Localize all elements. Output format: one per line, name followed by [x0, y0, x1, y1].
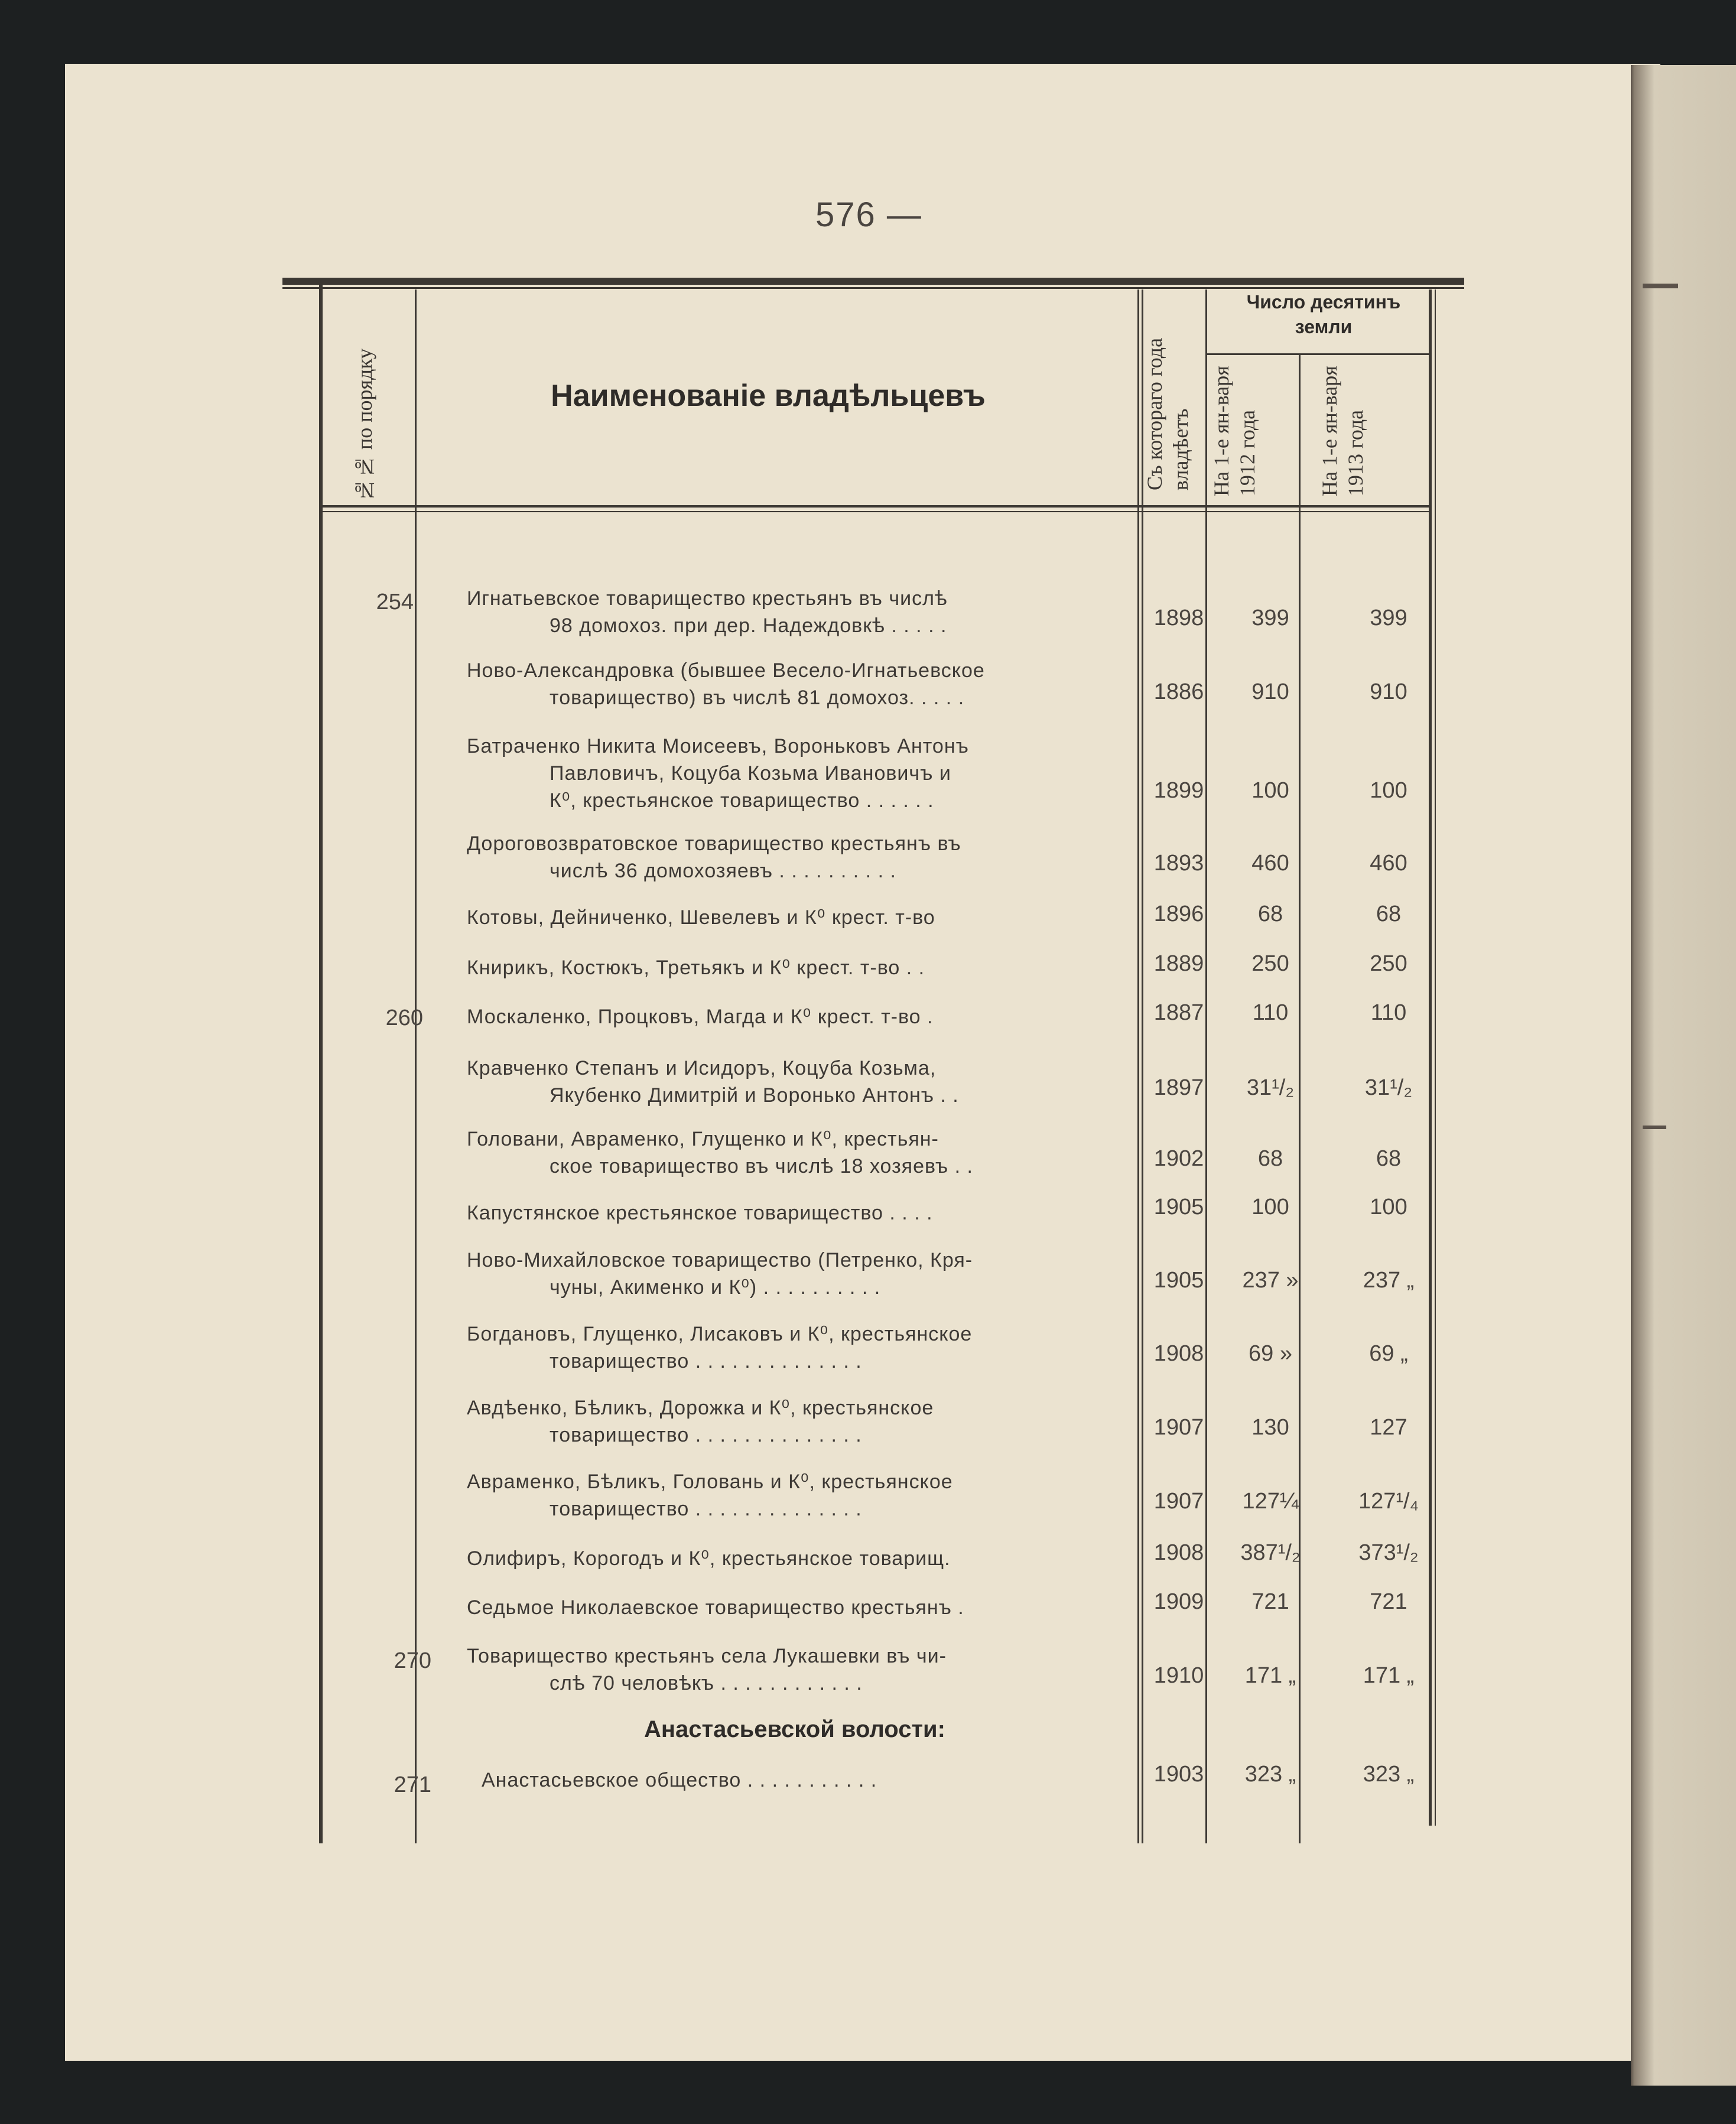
- land-1913-value: 69 „: [1369, 1341, 1408, 1366]
- land-1913-value: 237 „: [1363, 1268, 1415, 1293]
- land-1912-value: 31¹/₂: [1246, 1075, 1295, 1100]
- land-1912-value: 100: [1251, 778, 1289, 803]
- column-rule-number: [415, 290, 417, 1843]
- year-value: 1905: [1153, 1268, 1204, 1293]
- year-value: 1893: [1153, 851, 1204, 876]
- land-1913-value: 110: [1370, 1000, 1407, 1025]
- row-number: 260: [385, 1006, 423, 1030]
- facing-page-edge: [1631, 65, 1736, 2086]
- header-bottom-rule-thin: [322, 511, 1430, 512]
- land-1913-value: 127¹/₄: [1358, 1489, 1419, 1514]
- land-1913-value: 100: [1370, 1195, 1407, 1219]
- spine-mark: [1643, 1126, 1666, 1129]
- year-value: 1907: [1153, 1489, 1204, 1514]
- header-number-col: №№ по порядку: [353, 348, 376, 502]
- year-value: 1907: [1153, 1415, 1204, 1440]
- land-1912-value: 910: [1251, 679, 1289, 704]
- land-1912-value: 399: [1251, 606, 1289, 630]
- year-value: 1886: [1153, 679, 1204, 704]
- header-bottom-rule: [322, 505, 1430, 508]
- land-1912-value: 387¹/₂: [1240, 1540, 1301, 1565]
- owner-name: Головани, Авраменко, Глущенко и К⁰, крестьян- ское товарищество въ числѣ 18 хозяевъ . .: [467, 1128, 973, 1178]
- year-value: 1908: [1153, 1540, 1204, 1565]
- year-value: 1889: [1153, 951, 1204, 976]
- table-top-rule-thin: [282, 287, 1464, 289]
- land-1912-value: 323 „: [1244, 1762, 1296, 1787]
- land-1913-value: 373¹/₂: [1358, 1540, 1419, 1565]
- owner-name: Дороговозвратовское товарищество крестьянъ въ числѣ 36 домохозяевъ . . . . . . . . . .: [467, 832, 961, 882]
- table-top-rule: [282, 278, 1464, 285]
- land-1912-value: 171 „: [1244, 1663, 1296, 1688]
- year-value: 1887: [1153, 1000, 1204, 1025]
- year-value: 1908: [1153, 1341, 1204, 1366]
- land-1913-value: 399: [1370, 606, 1407, 630]
- spine-mark: [1643, 284, 1678, 288]
- land-1912-value: 721: [1251, 1589, 1289, 1614]
- land-1913-value: 68: [1376, 902, 1402, 926]
- year-value: 1910: [1153, 1663, 1204, 1688]
- land-1912-value: 100: [1251, 1195, 1289, 1219]
- land-1913-value: 721: [1370, 1589, 1407, 1614]
- land-1912-value: 69 »: [1249, 1341, 1292, 1366]
- year-value: 1898: [1153, 606, 1204, 630]
- section-title: Анастасьевской волости:: [644, 1716, 945, 1742]
- owner-name: Москаленко, Процковъ, Магда и К⁰ крест. т-во .: [467, 1006, 934, 1028]
- owner-name: Седьмое Николаевское товарищество крестьянъ .: [467, 1596, 964, 1619]
- owner-name: Анастасьевское общество . . . . . . . . . . .: [482, 1769, 877, 1791]
- land-1913-value: 910: [1370, 679, 1407, 704]
- land-1913-value: 68: [1376, 1146, 1402, 1171]
- header-land-group: Число десятинъ земли: [1246, 291, 1401, 337]
- table-left-rule: [319, 284, 323, 1843]
- land-group-rule: [1205, 353, 1430, 355]
- land-1913-value: 100: [1370, 778, 1407, 803]
- row-number: 271: [394, 1772, 431, 1797]
- year-value: 1909: [1153, 1589, 1204, 1614]
- year-value: 1905: [1153, 1195, 1204, 1219]
- land-1912-value: 460: [1251, 851, 1289, 876]
- land-1913-value: 250: [1370, 951, 1407, 976]
- owner-name: Кравченко Степанъ и Исидоръ, Коцуба Козьма, Якубенко Димитрій и Воронько Антонъ . .: [467, 1057, 959, 1107]
- header-year-col: Съ котораго года владѣетъ: [1143, 337, 1192, 490]
- owner-name: Авдѣенко, Бѣликъ, Дорожка и К⁰, крестьянское товарищество . . . . . . . . . . . . . .: [467, 1397, 934, 1446]
- year-value: 1897: [1153, 1075, 1204, 1100]
- owner-name: Капустянское крестьянское товарищество . . . .: [467, 1202, 933, 1224]
- owner-name: Игнатьевское товарищество крестьянъ въ числѣ 98 домохоз. при дер. Надеждовкѣ . . . . .: [467, 587, 948, 637]
- land-1913-value: 460: [1370, 851, 1407, 876]
- land-1913-value: 127: [1370, 1415, 1407, 1440]
- land-1912-value: 127¼: [1242, 1489, 1299, 1514]
- year-value: 1902: [1153, 1146, 1204, 1171]
- owner-name: Батраченко Никита Моисеевъ, Вороньковъ Антонъ Павловичъ, Коцуба Козьма Ивановичъ и К⁰, крестьянское товарищество . . . . . .: [467, 735, 969, 812]
- land-1913-value: 171 „: [1363, 1663, 1415, 1688]
- owner-name: Богдановъ, Глущенко, Лисаковъ и К⁰, крестьянское товарищество . . . . . . . . . . . . . .: [467, 1323, 973, 1372]
- header-1912-col: На 1-е ян-варя 1912 года: [1210, 366, 1259, 496]
- land-1912-value: 250: [1251, 951, 1289, 976]
- row-number: 254: [376, 590, 414, 614]
- owner-name: Олифиръ, Корогодъ и К⁰, крестьянское товарищ.: [467, 1547, 951, 1570]
- land-1912-value: 130: [1251, 1415, 1289, 1440]
- land-1912-value: 237 »: [1242, 1268, 1299, 1293]
- land-1913-value: 31¹/₂: [1364, 1075, 1413, 1100]
- land-1912-value: 68: [1257, 902, 1283, 926]
- year-value: 1899: [1153, 778, 1204, 803]
- column-rule-name: [1137, 290, 1139, 1843]
- year-value: 1903: [1153, 1762, 1204, 1787]
- owner-name: Ново-Александровка (бывшее Весело-Игнатьевское товарищество) въ числѣ 81 домохоз. . . . .: [467, 659, 985, 709]
- owner-name: Товарищество крестьянъ села Лукашевки въ чи- слѣ 70 человѣкъ . . . . . . . . . . . .: [467, 1645, 947, 1694]
- owner-name: Авраменко, Бѣликъ, Головань и К⁰, крестьянское товарищество . . . . . . . . . . . . . .: [467, 1471, 953, 1520]
- owner-name: Ново-Михайловское товарищество (Петренко, Кря- чуны, Акименко и К⁰) . . . . . . . . . .: [467, 1249, 973, 1299]
- header-name-col: Наименованіе владѣльцевъ: [551, 379, 986, 413]
- header-1913-col: На 1-е ян-варя 1913 года: [1318, 366, 1367, 496]
- row-number: 270: [394, 1648, 431, 1673]
- owner-name: Котовы, Дейниченко, Шевелевъ и К⁰ крест. т-во: [467, 906, 935, 929]
- page-number: 576 —: [815, 196, 922, 234]
- owner-name: Книрикъ, Костюкъ, Третьякъ и К⁰ крест. т-во . .: [467, 957, 925, 979]
- land-1912-value: 110: [1252, 1000, 1289, 1025]
- year-value: 1896: [1153, 902, 1204, 926]
- land-1912-value: 68: [1257, 1146, 1283, 1171]
- land-1913-value: 323 „: [1363, 1762, 1415, 1787]
